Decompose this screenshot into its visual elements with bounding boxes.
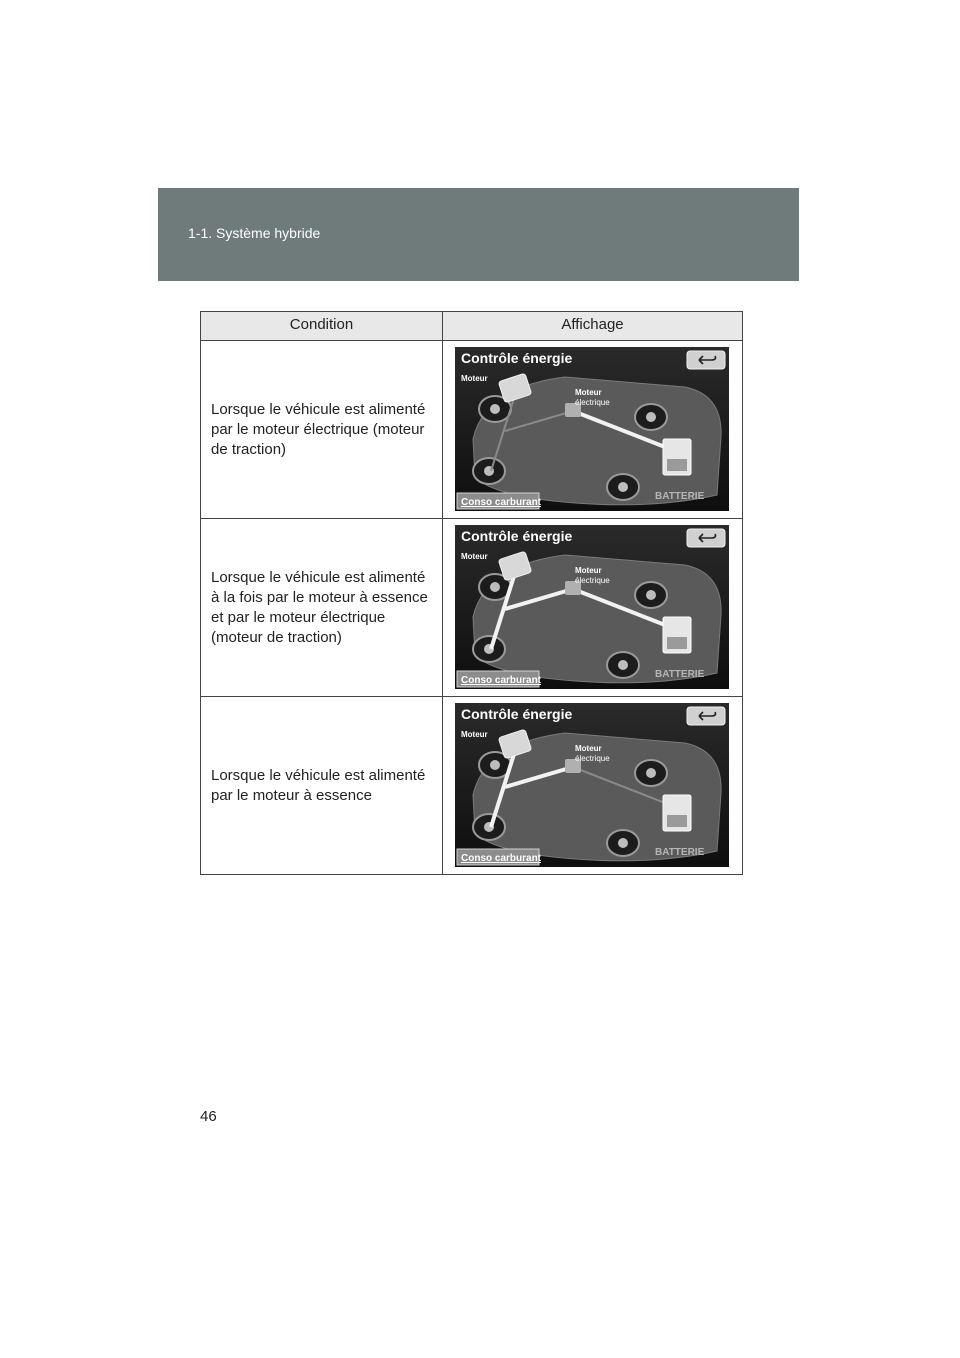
screen-title: Contrôle énergie [461,528,573,544]
motor-label: Moteur [575,566,602,575]
page-number: 46 [200,1108,217,1125]
fuel-consumption-label: Conso carburant [461,675,542,686]
wheel-hub-icon [490,404,500,414]
wheel-hub-icon [490,582,500,592]
engine-label: Moteur [461,374,488,383]
motor-label-line-2: électrique [575,398,610,407]
engine-label: Moteur [461,730,488,739]
battery-level-icon [667,637,687,649]
battery-label: BATTERIE [655,847,705,858]
condition-display-table [200,311,743,875]
column-header-display: Affichage [561,316,624,333]
screen-title: Contrôle énergie [461,350,573,366]
energy-monitor-svg [455,525,729,689]
column-header-condition: Condition [201,312,443,340]
energy-monitor-screen [455,525,729,689]
condition-text: Lorsque le véhicule est alimenté à la fois par le moteur à essence et par le moteur électrique (moteur de traction) [201,519,443,696]
fuel-consumption-label: Conso carburant [461,497,542,508]
section-title: 1-1. Système hybride [188,225,321,241]
energy-monitor-screen [455,347,729,511]
motor-label: Moteur [575,744,602,753]
table-row [201,341,742,519]
battery-label: BATTERIE [655,491,705,502]
wheel-hub-icon [646,590,656,600]
motor-label: Moteur [575,388,602,397]
wheel-hub-icon [618,660,628,670]
wheel-hub-icon [618,482,628,492]
header-band [158,188,799,281]
wheel-hub-icon [618,838,628,848]
wheel-hub-icon [646,412,656,422]
table-header [201,312,742,341]
table-row [201,697,742,874]
motor-label-line-2: électrique [575,576,610,585]
screen-title: Contrôle énergie [461,706,573,722]
energy-monitor-screen [455,703,729,867]
condition-text: Lorsque le véhicule est alimenté par le moteur électrique (moteur de traction) [201,341,443,518]
condition-text: Lorsque le véhicule est alimenté par le moteur à essence [201,697,443,874]
motor-label-line-2: électrique [575,754,610,763]
wheel-hub-icon [490,760,500,770]
fuel-consumption-label: Conso carburant [461,853,542,864]
energy-monitor-svg [455,347,729,511]
table-row [201,519,742,697]
energy-monitor-svg [455,703,729,867]
battery-level-icon [667,815,687,827]
wheel-hub-icon [646,768,656,778]
battery-level-icon [667,459,687,471]
battery-label: BATTERIE [655,669,705,680]
engine-label: Moteur [461,552,488,561]
